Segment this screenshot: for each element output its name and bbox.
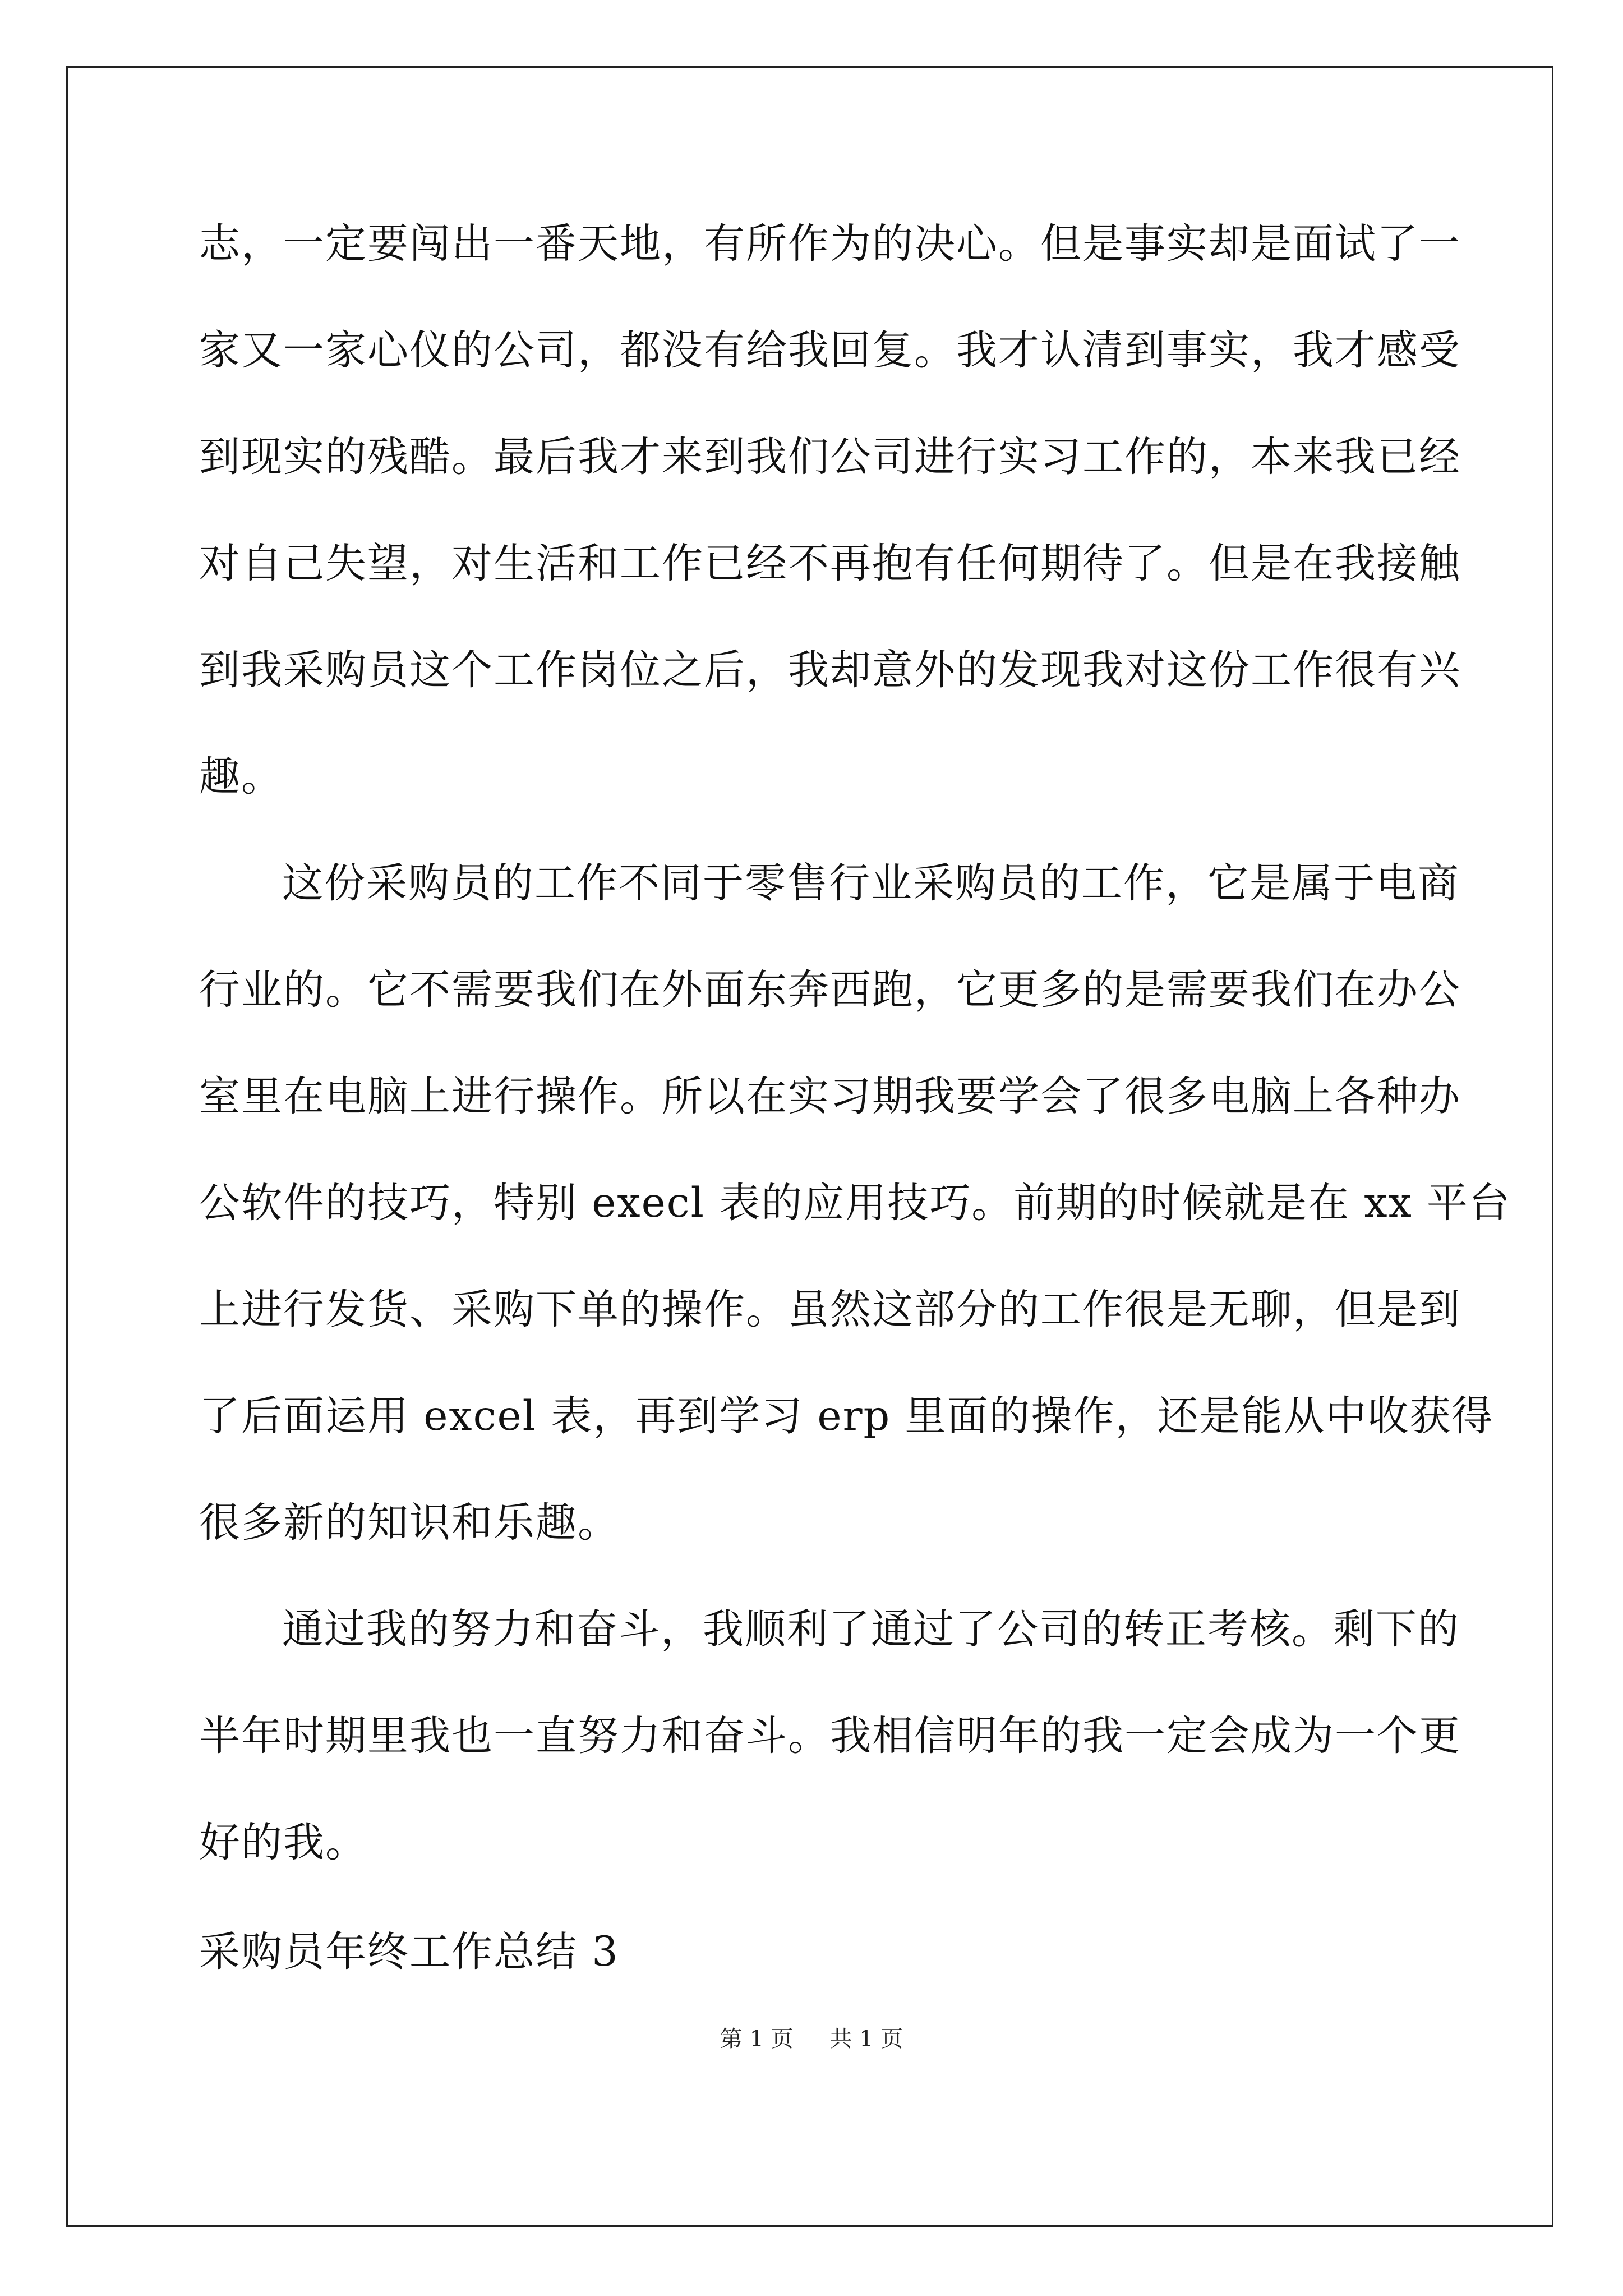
text-line: 行业的。它不需要我们在外面东奔西跑，它更多的是需要我们在办公 <box>199 966 1461 1014</box>
text-line: 了后面运用 excel 表，再到学习 erp 里面的操作，还是能从中收获得 <box>199 1392 1494 1440</box>
text-line: 到现实的残酷。最后我才来到我们公司进行实习工作的，本来我已经 <box>199 433 1461 481</box>
section-heading: 采购员年终工作总结 3 <box>199 1928 619 1976</box>
page-number: 第 1 页 <box>720 2026 794 2052</box>
page-border <box>66 66 1553 2227</box>
text-line: 对自己失望，对生活和工作已经不再抱有任何期待了。但是在我接触 <box>199 540 1461 587</box>
text-line: 上进行发货、采购下单的操作。虽然这部分的工作很是无聊，但是到 <box>199 1286 1461 1333</box>
page-total: 共 1 页 <box>829 2026 903 2052</box>
text-line: 趣。 <box>199 753 283 800</box>
page-footer <box>0 2022 1623 2056</box>
text-line: 家又一家心仪的公司，都没有给我回复。我才认清到事实，我才感受 <box>199 326 1461 374</box>
text-line: 室里在电脑上进行操作。所以在实习期我要学会了很多电脑上各种办 <box>199 1073 1461 1120</box>
text-line: 到我采购员这个工作岗位之后，我却意外的发现我对这份工作很有兴 <box>199 646 1461 694</box>
text-line: 半年时期里我也一直努力和奋斗。我相信明年的我一定会成为一个更 <box>199 1712 1461 1760</box>
text-line: 志，一定要闯出一番天地，有所作为的决心。但是事实却是面试了一 <box>199 220 1461 268</box>
text-line: 好的我。 <box>199 1819 367 1866</box>
text-line: 公软件的技巧，特别 execl 表的应用技巧。前期的时候就是在 xx 平台 <box>199 1179 1511 1227</box>
paragraph-first-line: 通过我的努力和奋斗，我顺利了通过了公司的转正考核。剩下的 <box>282 1605 1460 1653</box>
paragraph-first-line: 这份采购员的工作不同于零售行业采购员的工作，它是属于电商 <box>282 859 1460 907</box>
text-line: 很多新的知识和乐趣。 <box>199 1499 620 1547</box>
